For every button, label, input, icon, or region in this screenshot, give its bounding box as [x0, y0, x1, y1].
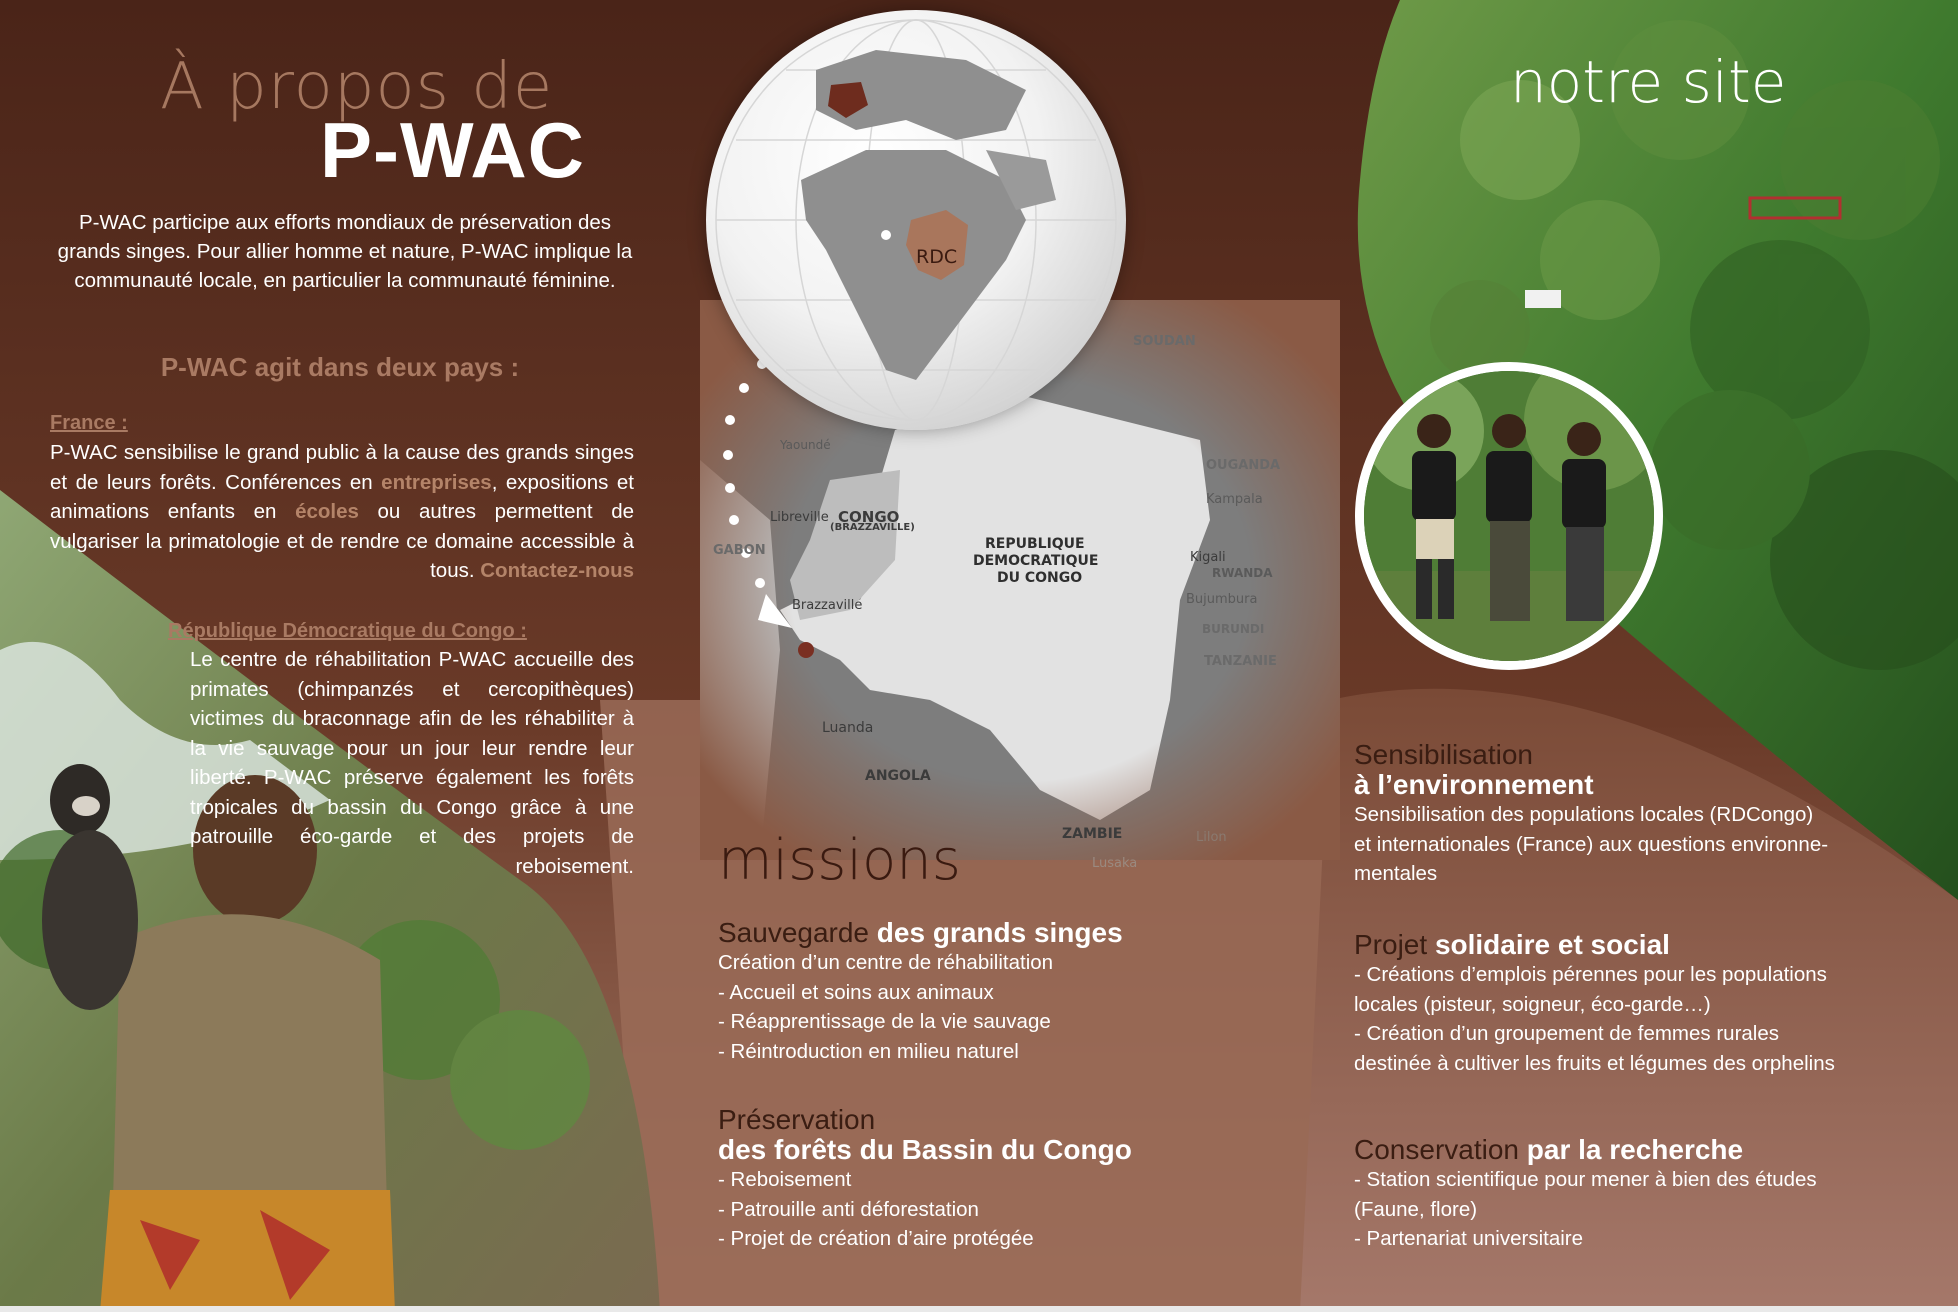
- mission-projet-heading-light: Projet: [1354, 929, 1435, 960]
- mission-preservation: [718, 1105, 1278, 1254]
- mission-projet-body: [1354, 960, 1944, 1078]
- map-label-libreville: Libreville: [770, 510, 829, 525]
- map-label-kigali: Kigali: [1190, 550, 1226, 565]
- map-label-tanzanie: TANZANIE: [1204, 654, 1277, 669]
- mission-conservation-heading: [1354, 1135, 1944, 1165]
- mission-conservation: [1354, 1135, 1944, 1254]
- map-label-brazzaville: Brazzaville: [792, 598, 863, 613]
- page-title-line1: À propos de: [160, 50, 554, 124]
- list-item: (Faune, flore): [1354, 1197, 1478, 1221]
- map-label-lusaka: Lusaka: [1092, 856, 1138, 871]
- list-item: - Partenariat universitaire: [1354, 1227, 1584, 1250]
- france-text-b: , expositions et animations enfants en: [50, 470, 634, 523]
- map-label-ouganda: OUGANDA: [1206, 458, 1281, 473]
- countries-heading: P-WAC agit dans deux pays :: [160, 352, 520, 382]
- mission-projet-heading: [1354, 930, 1944, 960]
- map-label-brazzaville-sub: (BRAZZAVILLE): [830, 522, 915, 533]
- mission-sauvegarde-heading-bold: des grands singes: [876, 917, 1123, 948]
- mission-sensibilisation: [1354, 740, 1934, 889]
- mission-sauvegarde-heading-light: Sauvegarde: [718, 917, 877, 948]
- mission-preservation-heading-bold: des forêts du Bassin du Congo: [718, 1134, 1132, 1165]
- map-label-rwanda: RWANDA: [1212, 566, 1273, 580]
- list-item: - Création d’un groupement de femmes rurales: [1354, 1022, 1780, 1045]
- mission-preservation-heading-light: Préservation: [718, 1104, 876, 1135]
- list-item: Sensibilisation des populations locales (RDCongo): [1354, 803, 1814, 826]
- map-label-yaounde: Yaoundé: [780, 438, 831, 452]
- mission-preservation-body: [718, 1165, 1278, 1254]
- map-label-congo: CONGO: [838, 508, 900, 526]
- globe-icon: [706, 10, 1126, 430]
- map-label-zambie: ZAMBIE: [1062, 826, 1123, 842]
- mission-sensibilisation-heading-light: Sensibilisation: [1354, 739, 1533, 770]
- list-item: - Réintroduction en milieu naturel: [718, 1039, 1019, 1063]
- map-label-rdc-2: DEMOCRATIQUE: [973, 553, 1099, 569]
- map-label-rdc-1: REPUBLIQUE: [985, 536, 1085, 552]
- mission-conservation-heading-bold: par la recherche: [1526, 1134, 1744, 1165]
- mission-conservation-heading-light: Conservation: [1354, 1134, 1527, 1165]
- mission-projet-heading-bold: solidaire et social: [1434, 929, 1670, 960]
- map-label-bujumbura: Bujumbura: [1186, 592, 1258, 607]
- ecoles-highlight: écoles: [295, 500, 359, 523]
- list-item: - Créations d’emplois pérennes pour les populations: [1354, 963, 1827, 986]
- mission-projet: [1354, 930, 1944, 1078]
- rdc-text: Le centre de réhabilitation P-WAC accueille des primates (chimpanzés et cercopithèques) victimes du braconnage afin de les réhabiliter à la vie sauvage pour un jour leur rendre leur liberté. P-WAC préserve également les forêts tropicales du bassin du Congo grâce à une patrouille éco-garde et des projets de reboisement.: [190, 648, 634, 878]
- mission-sauvegarde: [718, 918, 1278, 1066]
- map-label-lilongwe: Lilon: [1196, 830, 1227, 845]
- globe-rdc-label: RDC: [916, 246, 958, 268]
- map-label-angola: ANGOLA: [865, 768, 931, 784]
- list-item: - Station scientifique pour mener à bien des études: [1354, 1168, 1817, 1191]
- mission-sauvegarde-heading: [718, 918, 1278, 948]
- france-text: [50, 438, 634, 586]
- mission-conservation-body: [1354, 1165, 1944, 1254]
- map-label-kampala: Kampala: [1206, 492, 1263, 507]
- map-label-burundi: BURUNDI: [1202, 622, 1265, 636]
- mission-sensibilisation-heading-bold: à l’environnement: [1354, 769, 1594, 800]
- map-label-soudan: SOUDAN: [1133, 334, 1196, 349]
- entreprises-highlight: entreprises: [381, 470, 492, 494]
- list-item: - Réapprentissage de la vie sauvage: [718, 1010, 1051, 1033]
- intro-text: P-WAC participe aux efforts mondiaux de préservation des grands singes. Pour allier homme et nature, P-WAC implique la communauté locale, en particulier la communauté féminine.: [57, 211, 633, 292]
- list-item: Création d’un centre de réhabilitation: [718, 951, 1054, 974]
- list-item: mentales: [1354, 862, 1438, 885]
- page-title-line2: P-WAC: [320, 106, 585, 194]
- list-item: - Patrouille anti déforestation: [718, 1197, 979, 1221]
- globe-graphic: [706, 10, 1126, 430]
- rdc-label: République Démocratique du Congo :: [168, 620, 527, 642]
- france-text-a: P-WAC sensibilise le grand public à la cause des grands singes et de leurs forêts. Conférences en: [50, 441, 634, 494]
- list-item: - Accueil et soins aux animaux: [718, 980, 994, 1004]
- site-title: notre site: [1510, 48, 1787, 116]
- list-item: - Reboisement: [718, 1168, 852, 1191]
- mission-sauvegarde-body: [718, 948, 1278, 1066]
- mission-sensibilisation-body: [1354, 800, 1934, 889]
- missions-title: missions: [718, 828, 961, 893]
- list-item: - Projet de création d’aire protégée: [718, 1227, 1034, 1250]
- team-photo: [1355, 362, 1663, 670]
- list-item: locales (pisteur, soigneur, éco-garde…): [1354, 992, 1711, 1016]
- map-label-rdc-3: DU CONGO: [997, 570, 1083, 586]
- list-item: et internationales (France) aux questions environne-: [1354, 832, 1829, 856]
- france-label: France :: [50, 412, 128, 434]
- france-text-c: ou autres permettent de vulgariser la primatologie et de rendre ce domaine accessible à tous.: [50, 500, 634, 582]
- contact-link[interactable]: Contactez-nous: [480, 559, 634, 582]
- list-item: destinée à cultiver les fruits et légumes des orphelins: [1354, 1051, 1835, 1075]
- team-photo-art: [1364, 371, 1654, 661]
- map-label-gabon: GABON: [713, 543, 766, 558]
- map-label-luanda: Luanda: [822, 720, 874, 736]
